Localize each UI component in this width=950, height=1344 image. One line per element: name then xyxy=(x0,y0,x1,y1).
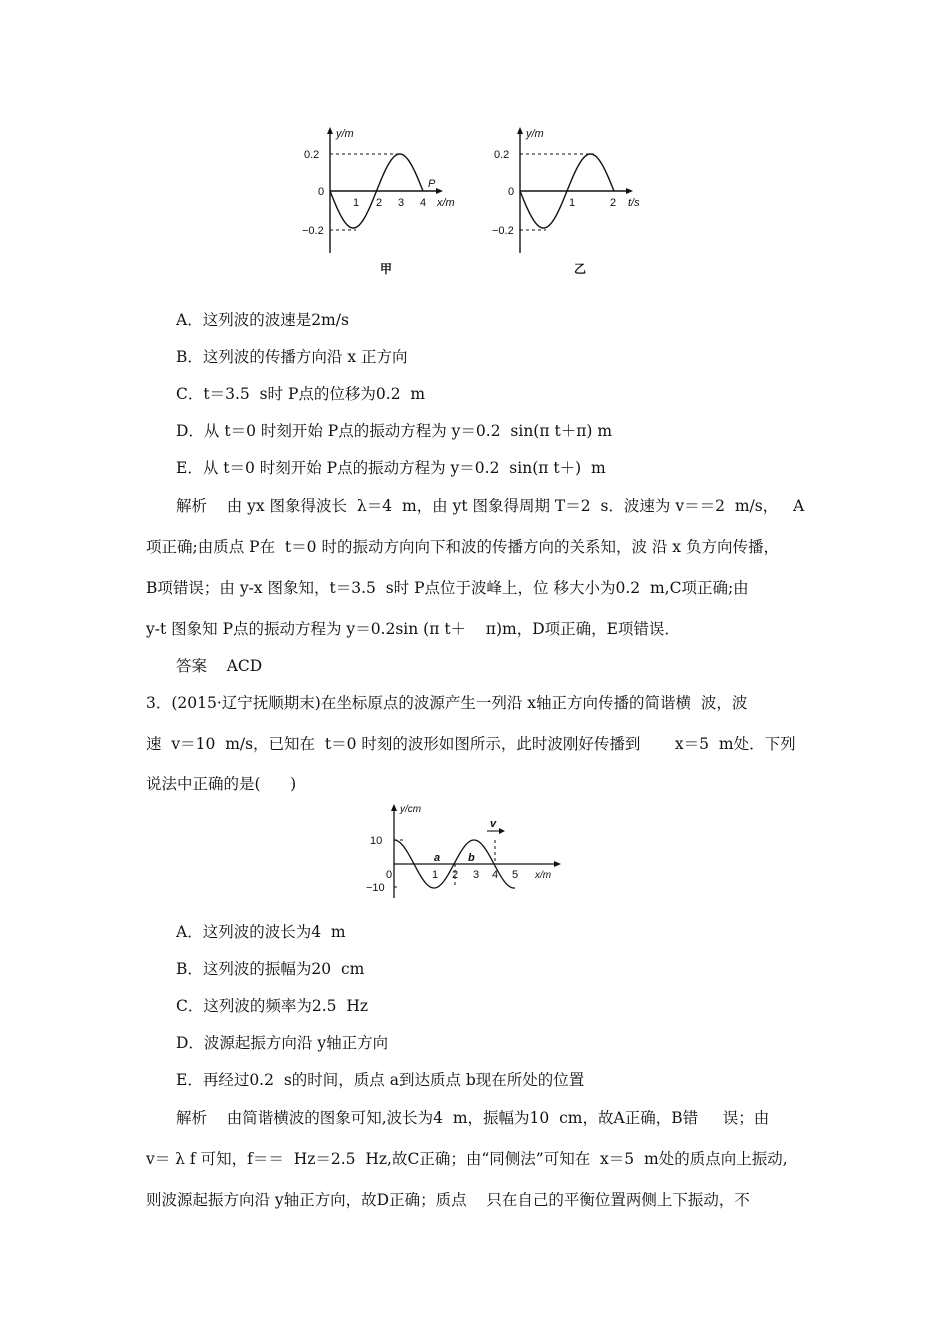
wave-ytick-bottom: −10 xyxy=(366,882,385,894)
option-a-3: A．这列波的波长为4 m xyxy=(176,923,346,941)
jia-ytick-zero: 0 xyxy=(318,186,325,198)
analysis-3-line-1: 解析 由简谐横波的图象可知,波长为4 m，振幅为10 cm，故A正确，B错 误；由 xyxy=(176,1109,770,1127)
yi-xlabel: t/s xyxy=(628,197,640,209)
question-3-line-3: 说法中正确的是( ) xyxy=(146,775,297,793)
option-b-1: B．这列波的传播方向沿 x 正方向 xyxy=(176,348,408,366)
option-c-3: C．这列波的频率为2.5 Hz xyxy=(176,997,369,1015)
jia-xtick-4: 4 xyxy=(420,197,427,209)
wave-xtick-4: 4 xyxy=(492,869,499,881)
jia-point-p: P xyxy=(428,178,436,190)
wave-point-b: b xyxy=(468,852,475,864)
analysis-3-line-2: v＝ λ f 可知，f＝＝ Hz＝2.5 Hz,故C正确；由“同侧法”可知在 x＝5 m处的质点向上振动, xyxy=(146,1150,788,1168)
yi-ylabel: y/m xyxy=(526,128,544,140)
yi-xtick-1: 1 xyxy=(569,197,576,209)
wave-ytick-zero: 0 xyxy=(386,869,393,881)
jia-ytick-top: 0.2 xyxy=(304,149,320,161)
yi-ytick-zero: 0 xyxy=(508,186,515,198)
jia-caption: 甲 xyxy=(380,262,393,276)
wave-ytick-top: 10 xyxy=(370,835,383,847)
analysis-1-line-4: y-t 图象知 P点的振动方程为 y＝0.2sin (π t＋ π)m，D项正确，E项错误． xyxy=(146,620,680,638)
yi-caption: 乙 xyxy=(574,262,587,276)
jia-ytick-bottom: −0.2 xyxy=(302,225,324,237)
wave-ylabel: y/cm xyxy=(400,804,422,815)
figure-question-3-wave xyxy=(360,800,575,910)
option-d-3: D．波源起振方向沿 y轴正方向 xyxy=(176,1034,389,1052)
wave-point-a: a xyxy=(434,852,441,864)
jia-xtick-1: 1 xyxy=(353,197,360,209)
wave-xlabel: x/m xyxy=(535,870,552,881)
analysis-1-line-1: 解析 由 yx 图象得波长 λ＝4 m，由 yt 图象得周期 T＝2 s．波速为 v＝＝2 m/s， A xyxy=(176,497,805,515)
option-b-3: B．这列波的振幅为20 cm xyxy=(176,960,365,978)
jia-xtick-3: 3 xyxy=(398,197,405,209)
answer-1: 答案 ACD xyxy=(176,657,263,675)
yi-ytick-bottom: −0.2 xyxy=(492,225,514,237)
question-3-line-2: 速 v＝10 m/s，已知在 t＝0 时刻的波形如图所示，此时波刚好传播到 x＝5 m处．下列 xyxy=(146,735,796,753)
option-e-3: E．再经过0.2 s的时间，质点 a到达质点 b现在所处的位置 xyxy=(176,1071,585,1089)
yi-xtick-2: 2 xyxy=(610,197,617,209)
jia-xlabel: x/m xyxy=(437,197,455,209)
wave-xtick-3: 3 xyxy=(473,869,480,881)
jia-xtick-2: 2 xyxy=(376,197,383,209)
option-c-1: C．t＝3.5 s时 P点的位移为0.2 m xyxy=(176,385,426,403)
analysis-3-line-3: 则波源起振方向沿 y轴正方向，故D正确；质点 只在自己的平衡位置两侧上下振动，不 xyxy=(146,1191,750,1209)
wave-xtick-5: 5 xyxy=(512,869,519,881)
option-a-1: A．这列波的波速是2m/s xyxy=(176,311,349,329)
question-3-line-1: 3．(2015·辽宁抚顺期末)在坐标原点的波源产生一列沿 x轴正方向传播的简谐横 波，波 xyxy=(146,694,748,712)
option-d-1: D．从 t＝0 时刻开始 P点的振动方程为 y＝0.2 sin(π t＋π) m xyxy=(176,422,613,440)
yi-ytick-top: 0.2 xyxy=(494,149,510,161)
jia-ylabel: y/m xyxy=(336,128,354,140)
wave-xtick-1: 1 xyxy=(432,869,439,881)
analysis-1-line-3: B项错误；由 y-x 图象知，t＝3.5 s时 P点位于波峰上，位 移大小为0.2 m,C项正确;由 xyxy=(146,579,749,597)
wave-xtick-2: 2 xyxy=(452,869,459,881)
option-e-1: E．从 t＝0 时刻开始 P点的振动方程为 y＝0.2 sin(π t＋) m xyxy=(176,459,606,477)
analysis-1-line-2: 项正确;由质点 P在 t＝0 时的振动方向向下和波的传播方向的关系知，波 沿 x 负方向传播， xyxy=(146,538,779,556)
figure-yi-vibration-graph xyxy=(490,125,660,285)
figure-jia-wave-graph xyxy=(300,125,470,285)
wave-velocity-label: v xyxy=(490,818,497,830)
